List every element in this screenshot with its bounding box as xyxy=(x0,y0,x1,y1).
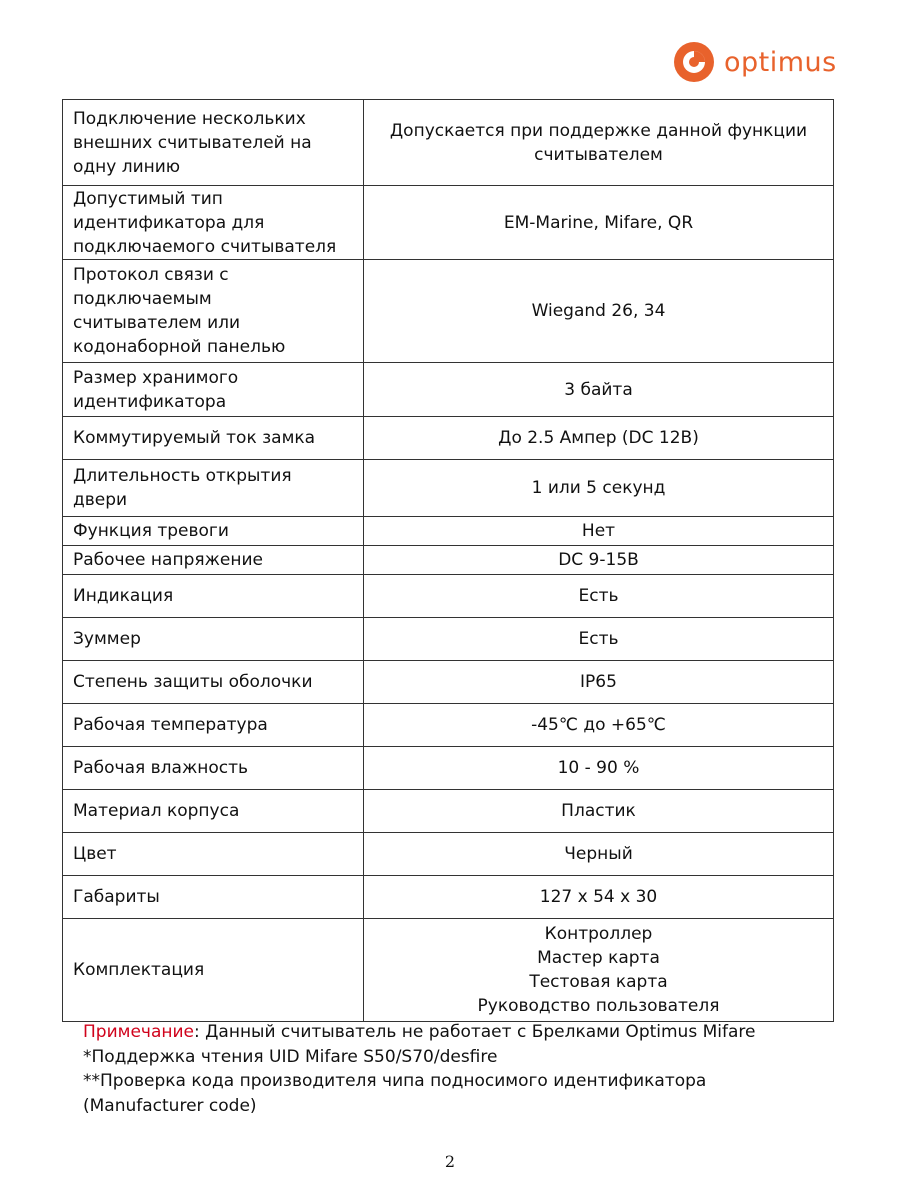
note-line-3: **Проверка кода производителя чипа подносимого идентификатора xyxy=(83,1071,707,1091)
value-text: 127 х 54 х 30 xyxy=(539,887,658,907)
param-cell xyxy=(63,186,364,260)
value-text: Есть xyxy=(578,586,619,606)
param-cell xyxy=(63,618,364,661)
table-row xyxy=(63,517,834,546)
param-text: Зуммер xyxy=(73,629,141,649)
param-cell xyxy=(63,833,364,876)
param-cell xyxy=(63,575,364,618)
param-text: Материал корпуса xyxy=(73,801,240,821)
value-text: Пластик xyxy=(561,801,636,821)
param-text: Габариты xyxy=(73,887,160,907)
page-number: 2 xyxy=(444,1152,456,1171)
param-cell xyxy=(63,363,364,417)
value-text: 10 - 90 % xyxy=(557,758,640,778)
table-row xyxy=(63,260,834,363)
param-text: Размер хранимого xyxy=(73,367,239,388)
param-text: Цвет xyxy=(73,844,117,864)
value-text: Мастер карта xyxy=(537,948,660,968)
value-text: IP65 xyxy=(580,672,617,692)
table-row xyxy=(63,575,834,618)
table-row xyxy=(63,460,834,517)
table-row xyxy=(63,790,834,833)
value-cell xyxy=(364,186,834,260)
table-row xyxy=(63,363,834,417)
param-text: одну линию xyxy=(73,156,181,177)
value-cell xyxy=(364,100,834,186)
value-cell xyxy=(364,575,834,618)
param-text: Подключение нескольких xyxy=(73,108,306,129)
value-text: Допускается при поддержке данной функции xyxy=(389,120,808,141)
value-cell xyxy=(364,790,834,833)
param-cell xyxy=(63,747,364,790)
value-text: 3 байта xyxy=(564,379,633,400)
value-cell xyxy=(364,876,834,919)
value-text: -45℃ до +65℃ xyxy=(531,715,666,735)
param-cell xyxy=(63,704,364,747)
param-text: Допустимый тип xyxy=(73,188,223,209)
note-line-2: *Поддержка чтения UID Mifare S50/S70/desfire xyxy=(83,1046,498,1067)
table-row xyxy=(63,186,834,260)
value-text: EM-Marine, Mifare, QR xyxy=(503,212,694,233)
param-cell xyxy=(63,100,364,186)
param-text: идентификатора для xyxy=(73,212,265,233)
table-row xyxy=(63,661,834,704)
param-cell xyxy=(63,546,364,575)
value-cell xyxy=(364,517,834,546)
value-cell xyxy=(364,618,834,661)
param-text: подключаемого считывателя xyxy=(73,236,337,257)
table-row xyxy=(63,417,834,460)
value-cell xyxy=(364,747,834,790)
param-text: двери xyxy=(73,490,128,510)
param-cell xyxy=(63,517,364,546)
param-cell xyxy=(63,876,364,919)
value-cell xyxy=(364,661,834,704)
param-text: Коммутируемый ток замка xyxy=(73,428,316,448)
value-text: Руководство пользователя xyxy=(477,996,720,1016)
value-cell xyxy=(364,260,834,363)
specs-table xyxy=(62,99,834,1022)
param-text: считывателем или xyxy=(73,313,241,333)
value-cell xyxy=(364,417,834,460)
param-text: Степень защиты оболочки xyxy=(73,672,313,692)
table-row xyxy=(63,876,834,919)
param-cell xyxy=(63,417,364,460)
value-cell xyxy=(364,919,834,1022)
value-text: Wiegand 26, 34 xyxy=(531,301,666,321)
note-line-4: (Manufacturer code) xyxy=(83,1095,257,1116)
value-text: Нет xyxy=(581,521,616,541)
param-text: подключаемым xyxy=(73,289,212,309)
table-row xyxy=(63,100,834,186)
value-text: Тестовая карта xyxy=(529,972,668,992)
table-row xyxy=(63,704,834,747)
value-cell xyxy=(364,704,834,747)
brand-logo xyxy=(672,40,837,84)
value-text: Есть xyxy=(578,629,619,649)
param-text: Протокол связи с xyxy=(73,265,229,285)
value-text: считывателем xyxy=(534,144,663,165)
param-cell xyxy=(63,790,364,833)
value-text: Контроллер xyxy=(544,924,653,944)
value-cell xyxy=(364,546,834,575)
value-text: До 2.5 Ампер (DC 12В) xyxy=(498,428,699,448)
param-text: внешних считывателей на xyxy=(73,132,312,153)
table-row xyxy=(63,618,834,661)
param-cell xyxy=(63,460,364,517)
table-row xyxy=(63,919,834,1022)
param-text: Функция тревоги xyxy=(73,521,229,541)
param-text: Рабочее напряжение xyxy=(73,550,263,570)
value-cell xyxy=(364,363,834,417)
table-row xyxy=(63,546,834,575)
value-text: DC 9-15В xyxy=(558,550,639,570)
param-text: идентификатора xyxy=(73,391,227,412)
value-cell xyxy=(364,460,834,517)
param-text: Рабочая влажность xyxy=(73,758,249,778)
value-text: 1 или 5 секунд xyxy=(531,478,666,498)
note-text: : Данный считыватель не работает с Брелками Optimus Mifare xyxy=(194,1022,756,1042)
value-text: Черный xyxy=(564,844,633,864)
notes xyxy=(83,1020,843,1118)
optimus-logo-icon xyxy=(672,40,716,84)
param-text: Комплектация xyxy=(73,960,205,980)
param-text: Длительность открытия xyxy=(73,466,292,486)
param-cell xyxy=(63,260,364,363)
param-text: Индикация xyxy=(73,586,174,606)
param-text: кодонаборной панелью xyxy=(73,337,286,357)
note-line-1 xyxy=(83,1020,843,1045)
note-label: Примечание xyxy=(83,1022,194,1042)
value-cell xyxy=(364,833,834,876)
brand-name: optimus xyxy=(724,46,837,78)
param-cell xyxy=(63,919,364,1022)
table-row xyxy=(63,833,834,876)
param-text: Рабочая температура xyxy=(73,715,268,735)
param-cell xyxy=(63,661,364,704)
table-row xyxy=(63,747,834,790)
